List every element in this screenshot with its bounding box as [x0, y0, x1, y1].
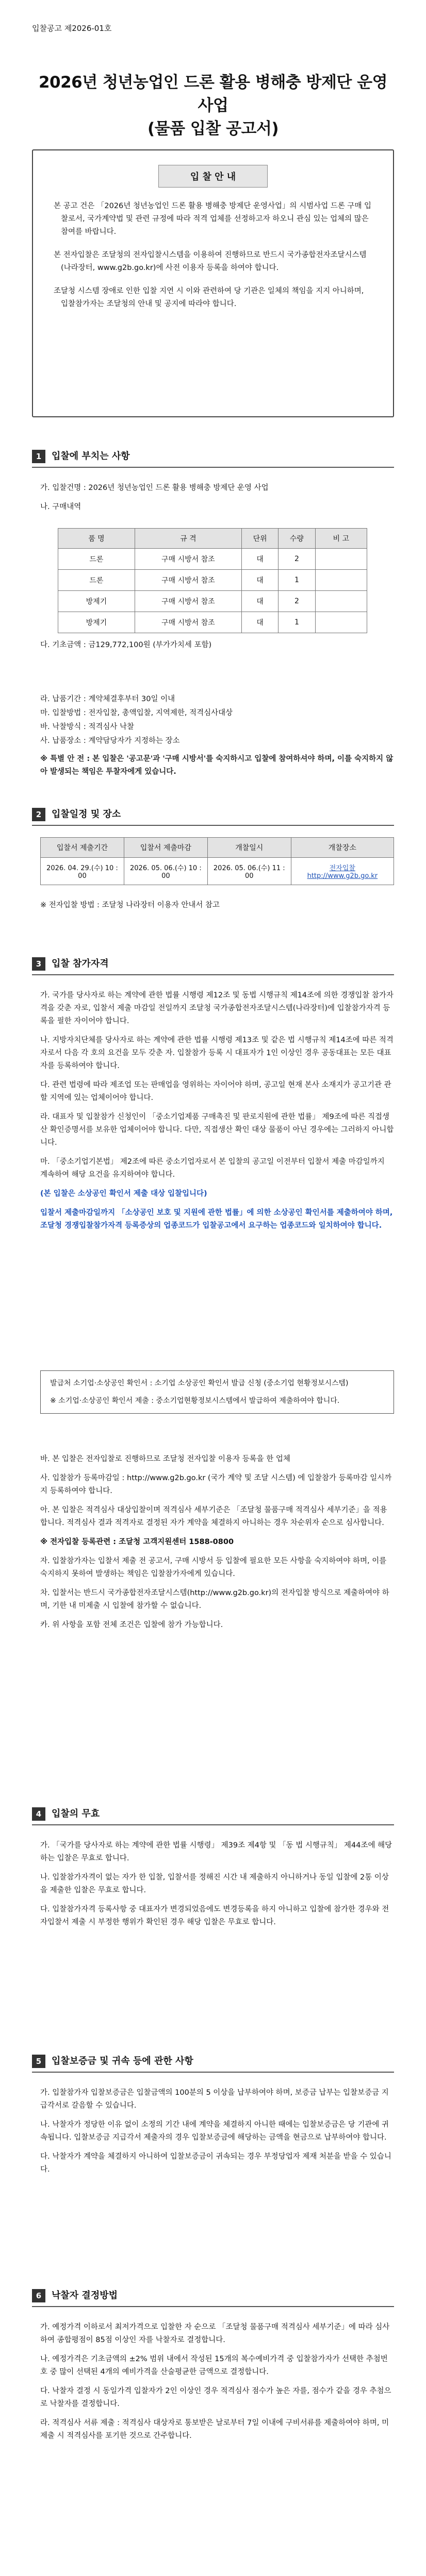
table-cell [315, 549, 367, 570]
announce-paragraph: 본 전자입찰은 조달청의 전자입찰시스템을 이용하여 진행하므로 반드시 국가종합전자조달시스템(나라장터, www.g2b.go.kr)에 사전 이용자 등록을 하여야 합니다. [54, 251, 367, 272]
section-body [40, 2087, 394, 2182]
highlight-heading: (본 입찰은 소상공인 확인서 제출 대상 입찰입니다) [40, 1190, 207, 1198]
table-row [58, 591, 367, 612]
section-body [40, 482, 394, 520]
body-line: 가. 입찰건명 : 2026년 청년농업인 드론 활용 병해충 방제단 운영 사업 [40, 484, 269, 492]
table-cell: 구매 시방서 참조 [135, 549, 241, 570]
body-paragraph: 다. 낙찰자 결정 시 동일가격 입찰자가 2인 이상인 경우 적격심사 점수가 높은 자를, 점수가 같을 경우 추첨으로 낙찰자를 결정합니다. [40, 2387, 391, 2408]
body-paragraph: 마. 「중소기업기본법」 제2조에 따른 중소기업자로서 본 입찰의 공고일 이전부터 입찰서 제출 마감일까지 계속하여 해당 요건을 유지하여야 합니다. [40, 1158, 385, 1179]
body-paragraph: 라. 대표자 및 입찰참가 신청인이 「중소기업제품 구매촉진 및 판로지원에 관한 법률」 제9조에 따른 직접생산 확인증명서를 보유한 업체이어야 합니다. 다만, 직접생산 확인 대상 물품이 아닌 경우에는 그러하지 아니합니다. [40, 1113, 394, 1147]
announce-box [32, 149, 394, 417]
table-row [58, 549, 367, 570]
body-paragraph: 나. 지방자치단체를 당사자로 하는 계약에 관한 법률 시행령 제13조 및 같은 법 시행규칙 제14조에 따른 적격자로서 다음 각 호의 요건을 모두 갖춘 자. 입찰참가 등록 시 대표자가 1인 이상인 경우 공동대표는 모든 대표자를 등록하여야 합니다. [40, 1036, 394, 1070]
column-header: 단위 [241, 529, 278, 549]
section-label: 입찰에 부치는 사항 [52, 451, 130, 462]
section-number: 6 [32, 2289, 45, 2302]
section-label: 입찰일정 및 장소 [52, 809, 121, 820]
note-line: ※ 소기업·소상공인 확인서 제출 : 중소기업현황정보시스템에서 발급하여 제출하여야 합니다. [50, 1397, 340, 1405]
section-body [40, 989, 394, 1239]
table-cell: 대 [241, 549, 278, 570]
announce-heading: 입 찰 안 내 [158, 165, 268, 188]
body-paragraph: 라. 적격심사 서류 제출 : 적격심사 대상자로 통보받은 날로부터 7일 이내에 구비서류를 제출하여야 하며, 미제출 시 적격심사를 포기한 것으로 간주합니다. [40, 2419, 389, 2440]
table-cell [315, 591, 367, 612]
section-body [40, 639, 394, 658]
body-paragraph: 아. 본 입찰은 적격심사 대상입찰이며 적격심사 세부기준은 「조달청 물품구매 적격심사 세부기준」을 적용합니다. 적격심사 결과 적격자로 결정된 자가 계약을 체결하지 아니하는 경우 차순위자 순으로 심사합니다. [40, 1506, 387, 1527]
section-number: 5 [32, 2055, 45, 2068]
announce-paragraph: 본 공고 건은 「2026년 청년농업인 드론 활용 병해충 방제단 운영사업」의 시범사업 드론 구매 입찰로서, 국가계약법 및 관련 규정에 따라 적격 업체를 선정하고자 하오니 관심 있는 업체의 많은 참여를 바랍니다. [54, 202, 372, 236]
section-number: 3 [32, 957, 45, 971]
table-cell: 구매 시방서 참조 [135, 612, 241, 633]
certificate-note-box [40, 1370, 394, 1414]
body-paragraph: 가. 국가를 당사자로 하는 계약에 관한 법률 시행령 제12조 및 동법 시행규칙 제14조에 의한 경쟁입찰 참가자격을 갖춘 자로, 입찰서 제출 마감일 전일까지 조달청 국가종합전자조달시스템(나라장터)에 입찰참가자격 등록을 필한 자이어야 합니다. [40, 991, 394, 1025]
body-line: 바. 낙찰방식 : 적격심사 낙찰 [40, 723, 135, 731]
body-paragraph: 가. 예정가격 이하로서 최저가격으로 입찰한 자 순으로 「조달청 물품구매 적격심사 세부기준」에 따라 심사하여 종합평점이 85점 이상인 자를 낙찰자로 결정합니다. [40, 2323, 390, 2344]
body-line: 라. 납품기간 : 계약체결후부터 30일 이내 [40, 695, 175, 703]
table-cell: 대 [241, 570, 278, 591]
items-table [58, 528, 367, 633]
section-heading [32, 806, 394, 823]
body-paragraph: 가. 「국가를 당사자로 하는 계약에 관한 법률 시행령」 제39조 제4항 및 「동 법 시행규칙」 제44조에 해당하는 입찰은 무효로 합니다. [40, 1841, 392, 1862]
body-line: 마. 입찰방법 : 전자입찰, 총액입찰, 지역제한, 적격심사대상 [40, 709, 233, 717]
table-cell: 대 [241, 612, 278, 633]
table-header-row [58, 529, 367, 549]
section-heading [32, 956, 394, 972]
body-paragraph: 다. 관련 법령에 따라 제조업 또는 판매업을 영위하는 자이어야 하며, 공고일 현재 본사 소재지가 공고기관 관할 지역에 있는 업체이어야 합니다. [40, 1081, 391, 1102]
section-number: 1 [32, 450, 45, 463]
document-number: 입찰공고 제2026-01호 [32, 24, 112, 33]
table-cell: 구매 시방서 참조 [135, 570, 241, 591]
body-paragraph: 다. 입찰참가자격 등록사항 중 대표자가 변경되었음에도 변경등록을 하지 아니하고 입찰에 참가한 경우와 전자입찰서 제출 시 부정한 행위가 확인된 경우 해당 입찰은 무효로 합니다. [40, 1905, 389, 1926]
table-row [58, 612, 367, 633]
section-body [40, 693, 394, 785]
table-cell: 드론 [58, 570, 135, 591]
table-cell: 1 [278, 570, 315, 591]
table-row [58, 570, 367, 591]
section-label: 낙찰자 결정방법 [52, 2290, 118, 2301]
table-cell: 2 [278, 549, 315, 570]
column-header: 입찰서 제출기간 [41, 838, 124, 858]
table-header-row [41, 838, 394, 858]
table-cell: 드론 [58, 549, 135, 570]
body-paragraph: 다. 낙찰자가 계약을 체결하지 아니하여 입찰보증금이 귀속되는 경우 부정당업자 제재 처분을 받을 수 있습니다. [40, 2153, 391, 2174]
body-line: 나. 구매내역 [40, 503, 81, 511]
section-body [40, 1839, 394, 1935]
column-header: 수량 [278, 529, 315, 549]
body-paragraph: 나. 예정가격은 기초금액의 ±2% 범위 내에서 작성된 15개의 복수예비가격 중 입찰참가자가 선택한 추첨번호 중 많이 선택된 4개의 예비가격을 산술평균한 금액으로 결정합니다. [40, 2355, 388, 2376]
body-paragraph: 나. 낙찰자가 정당한 이유 없이 소정의 기간 내에 계약을 체결하지 아니한 때에는 입찰보증금은 당 기관에 귀속됩니다. 입찰보증금 지급각서 제출자의 경우 입찰보증금에 해당하는 금액을 현금으로 납부하여야 합니다. [40, 2121, 389, 2142]
table-cell: 구매 시방서 참조 [135, 591, 241, 612]
section-label: 입찰보증금 및 귀속 등에 관한 사항 [52, 2056, 193, 2066]
table-cell [315, 570, 367, 591]
section-label: 입찰의 무효 [52, 1808, 100, 1819]
table-cell: 방제기 [58, 591, 135, 612]
body-line: 사. 납품장소 : 계약담당자가 지정하는 장소 [40, 737, 180, 745]
body-paragraph: 나. 입찰참가자격이 없는 자가 한 입찰, 입찰서를 정해진 시간 내 제출하지 아니하거나 동일 입찰에 2통 이상을 제출한 입찰은 무효로 합니다. [40, 1873, 389, 1894]
column-header: 품 명 [58, 529, 135, 549]
bid-site-link[interactable]: 전자입찰 http://www.g2b.go.kr [291, 858, 394, 885]
section-heading [32, 1806, 394, 1822]
column-header: 비 고 [315, 529, 367, 549]
section-heading [32, 448, 394, 465]
body-paragraph: 카. 위 사항을 포함 전체 조건은 입찰에 참가 가능합니다. [40, 1621, 223, 1629]
body-paragraph: 자. 입찰참가자는 입찰서 제출 전 공고서, 구매 시방서 등 입찰에 필요한 모든 사항을 숙지하여야 하며, 이를 숙지하지 못하여 발생하는 책임은 입찰참가자에게 있습니다. [40, 1557, 387, 1578]
table-cell: 방제기 [58, 612, 135, 633]
body-paragraph: 바. 본 입찰은 전자입찰로 진행하므로 조달청 전자입찰 이용자 등록을 한 업체 [40, 1455, 290, 1463]
table-cell: 1 [278, 612, 315, 633]
table-row [41, 858, 394, 885]
body-paragraph: 차. 입찰서는 반드시 국가종합전자조달시스템(http://www.g2b.go.kr)의 전자입찰 방식으로 제출하여야 하며, 기한 내 미제출 시 입찰에 참가할 수 없습니다. [40, 1589, 389, 1610]
announce-paragraph: 조달청 시스템 장애로 인한 입찰 지연 시 이와 관련하여 당 기관은 일체의 책임을 지지 아니하며, 입찰참가자는 조달청의 안내 및 공지에 따라야 합니다. [54, 287, 364, 308]
schedule-table [40, 837, 394, 885]
body-line: ※ 전자입찰 방법 : 조달청 나라장터 이용자 안내서 참고 [40, 901, 220, 909]
column-header: 입찰서 제출마감 [124, 838, 207, 858]
column-header: 개찰장소 [291, 838, 394, 858]
section-number: 2 [32, 808, 45, 821]
body-paragraph: 사. 입찰참가 등록마감일 : http://www.g2b.go.kr (국가 계약 및 조달 시스템) 에 입찰참가 등록마감 일시까지 등록하여야 합니다. [40, 1474, 392, 1495]
table-cell [315, 612, 367, 633]
note-line: 발급처 소기업·소상공인 확인서 : 소기업 소상공인 확인서 발급 신청 (중소기업 현황정보시스템) [50, 1379, 349, 1387]
section-body [40, 1453, 394, 1638]
body-paragraph: 가. 입찰참가자 입찰보증금은 입찰금액의 100분의 5 이상을 납부하여야 하며, 보증금 납부는 입찰보증금 지급각서로 갈음할 수 있습니다. [40, 2089, 389, 2110]
column-header: 개찰일시 [207, 838, 291, 858]
notice-line: ※ 특별 안 전 : 본 입찰은 '공고문'과 '구매 시방서'를 숙지하시고 입찰에 참여하셔야 하며, 이를 숙지하지 않아 발생되는 책임은 투찰자에게 있습니다. [40, 755, 394, 776]
section-body [40, 899, 394, 918]
table-cell: 2026. 05. 06.(수) 11 : 00 [207, 858, 291, 885]
highlight-paragraph: 입찰서 제출마감일까지 「소상공인 보호 및 지원에 관한 법률」에 의한 소상공인 확인서를 제출하여야 하며, 조달청 경쟁입찰참가자격 등록증상의 업종코드가 입찰공고에서 요구하는 업종코드와 일치하여야 합니다. [40, 1209, 393, 1230]
body-line: 다. 기초금액 : 금129,772,100원 (부가가치세 포함) [40, 641, 212, 649]
table-cell: 2026. 05. 06.(수) 10 : 00 [124, 858, 207, 885]
section-body [40, 2321, 394, 2449]
section-number: 4 [32, 1807, 45, 1821]
section-heading [32, 2287, 394, 2304]
section-heading [32, 2053, 394, 2070]
page-title: 2026년 청년농업인 드론 활용 병해충 방제단 운영 사업 (물품 입찰 공고서) [38, 73, 388, 138]
table-cell: 2026. 04. 29.(수) 10 : 00 [41, 858, 124, 885]
table-cell: 2 [278, 591, 315, 612]
notice-line: ※ 전자입찰 등록관련 : 조달청 고객지원센터 1588-0800 [40, 1538, 234, 1546]
table-cell: 대 [241, 591, 278, 612]
column-header: 규 격 [135, 529, 241, 549]
section-label: 입찰 참가자격 [52, 958, 109, 969]
